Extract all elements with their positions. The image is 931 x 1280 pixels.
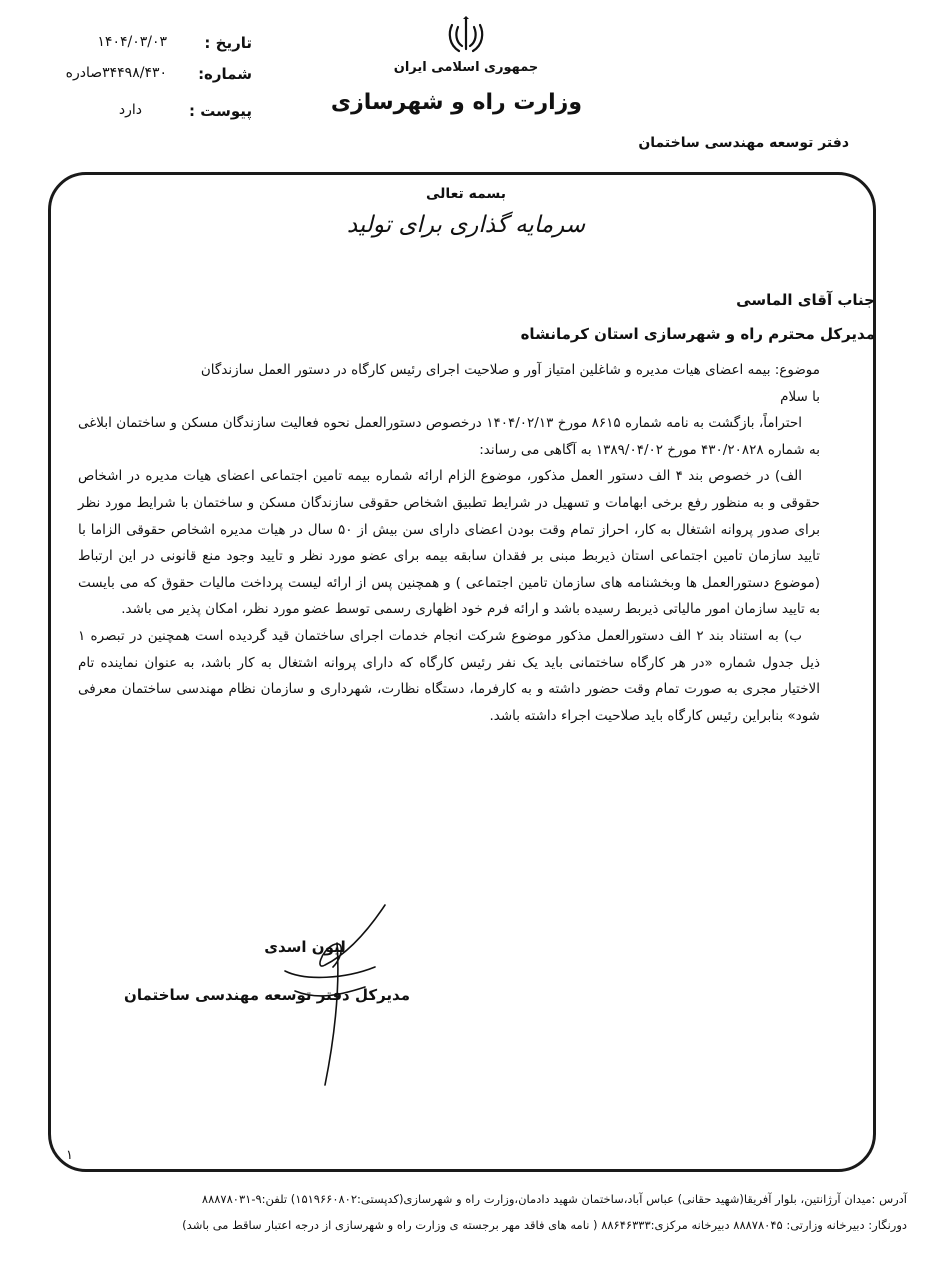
page-number: ۱ [66, 1148, 73, 1163]
footer-fax: دورنگار: دبیرخانه وزارتی: ۸۸۸۷۸۰۴۵ دبیرخانه مرکزی:۸۸۶۴۶۳۳۳ ( نامه های فاقد مهر برجسته ی وزارت راه و شهرسازی از درجه اعتبار ساقط می باشد) [182, 1218, 907, 1232]
number-row [30, 65, 252, 91]
number-label: شماره: [198, 65, 252, 83]
paragraph-a: الف) در خصوص بند ۴ الف دستور العمل مذکور، موضوع الزام ارائه شماره بیمه تامین اجتماعی اعضای هیات مدیره در اشخاص حقوقی و به منظور رفع برخی ابهامات و تسهیل در شرایط تطبیق اشخاص حقوقی سازندگان مسکن و ساختمان با شرایط مورد نظر برای صدور پروانه اشتغال به کار، احراز تمام وقت بودن اعضای دارای سن بیش از ۵۰ سال در هیات مدیره اشخاص حقوقی الزاما با تایید سازمان تامین اجتماعی استان ذیربط مبنی بر فقدان سابقه بیمه برای عضو مورد نظر و تایید وجود منع قانونی در این ارتباط (موضوع دستورالعمل ها وبخشنامه های سازمان تامین اجتماعی ) و همچنین پس از ارائه لیست پرداخت مالیات حقوق که می بایست به تایید سازمان امور مالیاتی ذیربط رسیده باشد و ارائه فرم خود اظهاری رسمی توسط عضو مورد نظر، امکان پذیر می باشد. [78, 468, 820, 618]
intro-paragraph: احتراماً، بازگشت به نامه شماره ۸۶۱۵ مورخ ۱۴۰۴/۰۲/۱۳ درخصوص دستورالعمل نحوه فعالیت سازندگان مسکن و ساختمان ابلاغی به شماره ۴۳۰/۲۰۸۲۸ مورخ ۱۳۸۹/۰۴/۰۲ به آگاهی می رساند: [78, 415, 820, 458]
addressee-name: جناب آقای الماسی [736, 291, 875, 309]
year-slogan: سرمایه گذاری برای تولید [346, 212, 586, 238]
greeting-line: با سلام [780, 388, 820, 405]
attachment-label: پیوست : [188, 102, 252, 120]
addressee-title: مدیرکل محترم راه و شهرسازی استان کرمانشاه [520, 325, 875, 343]
footer-address: آدرس :میدان آرژانتین، بلوار آفریقا(شهید حقانی) عباس آباد،ساختمان شهید دادمان،وزارت راه و شهرسازی(کدپستی:۱۵۱۹۶۶۰۸۰۲) تلفن:۹-۸۸۸۷۸۰۳۱ [201, 1192, 907, 1206]
bismillah: بسمه تعالی [425, 186, 507, 202]
subject-line: موضوع: بیمه اعضای هیات مدیره و شاغلین امتیاز آور و صلاحیت اجرای رئیس کارگاه در دستور العمل سازندگان [200, 362, 820, 378]
ministry-name: وزارت راه و شهرسازی [330, 90, 582, 115]
letter-body [78, 357, 876, 729]
signatory-title: مدیرکل دفتر توسعه مهندسی ساختمان [124, 986, 410, 1004]
attachment-row [30, 102, 252, 128]
signatory-name: لیون اسدی [264, 938, 346, 956]
date-value: ۱۴۰۴/۰۳/۰۳ [97, 34, 167, 50]
date-label: تاریخ : [204, 34, 252, 52]
date-row [30, 34, 252, 60]
attachment-value: دارد [118, 102, 142, 118]
country-name: جمهوری اسلامی ایران [393, 60, 539, 75]
iran-emblem-icon [445, 15, 487, 57]
office-name: دفتر توسعه مهندسی ساختمان [638, 135, 849, 151]
number-value: ۳۴۴۹۸/۴۳۰صادره [65, 65, 167, 81]
paragraph-b: ب) به استناد بند ۲ الف دستورالعمل مذکور موضوع شرکت انجام خدمات اجرای ساختمان قید گردیده است همچنین در تبصره ۱ ذیل جدول شماره «در هر کارگاه ساختمانی باید یک نفر رئیس کارگاه که دارای پروانه اشتغال به کار باشد، به عنوان نماینده تام الاختیار مجری به صورت تمام وقت حضور داشته و به کارفرما، دستگاه نظارت، شهرداری و سازمان نظام مهندسی ساختمان معرفی شود» بنابراین رئیس کارگاه باید صلاحیت اجراء داشته باشد. [78, 627, 820, 724]
